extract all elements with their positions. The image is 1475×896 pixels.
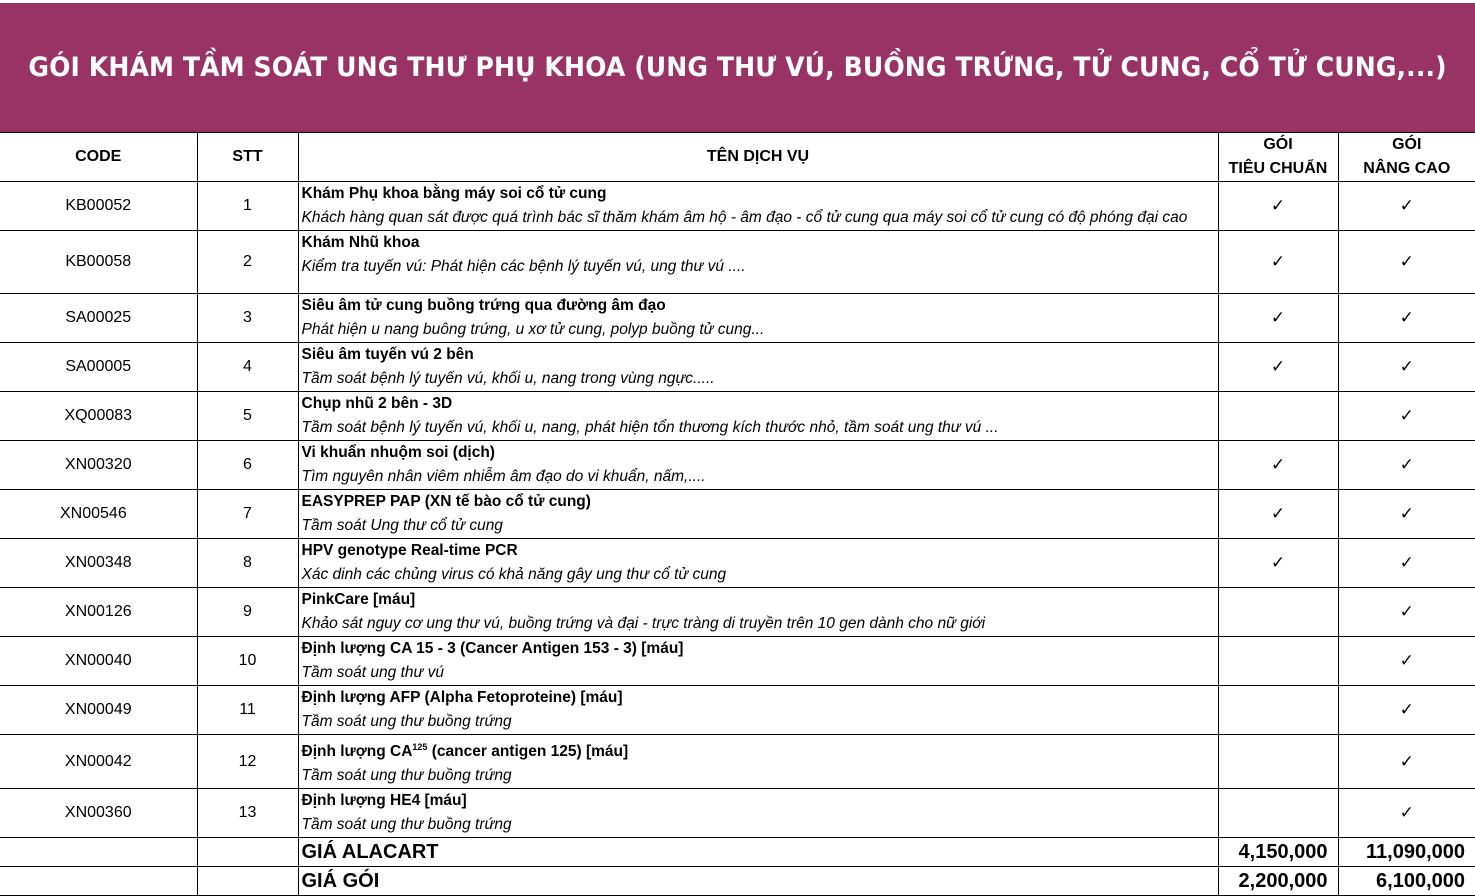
header-advanced-line1: GÓI [1339, 133, 1475, 157]
advanced-check: ✓ [1338, 539, 1475, 588]
table-row [0, 539, 1475, 588]
table-row [0, 182, 1475, 231]
standard-check: ✓ [1218, 441, 1338, 490]
page-title: GÓI KHÁM TẦM SOÁT UNG THƯ PHỤ KHOA (UNG THƯ VÚ, BUỒNG TRỨNG, TỬ CUNG, CỔ TỬ CUNG,...) [28, 52, 1446, 83]
row-service [298, 637, 1218, 686]
header-standard-line2: TIÊU CHUẨN [1219, 157, 1338, 181]
table-row [0, 686, 1475, 735]
service-desc: Tầm soát ung thư buồng trứng [302, 813, 1218, 837]
table-row [0, 231, 1475, 294]
row-stt: 9 [197, 588, 298, 637]
row-stt: 12 [197, 735, 298, 789]
advanced-check: ✓ [1338, 231, 1475, 294]
service-desc: Tầm soát ung thư buồng trứng [302, 764, 1218, 788]
empty-cell [197, 867, 298, 896]
service-title: EASYPREP PAP (XN tế bào cổ tử cung) [302, 490, 1218, 514]
service-desc: Tầm soát Ung thư cổ tử cung [302, 514, 1218, 538]
advanced-check: ✓ [1338, 637, 1475, 686]
row-stt: 13 [197, 789, 298, 838]
standard-check [1218, 392, 1338, 441]
row-stt: 1 [197, 182, 298, 231]
row-code: XN00348 [0, 539, 197, 588]
service-title: PinkCare [máu] [302, 588, 1218, 612]
service-desc: Khách hàng quan sát được quá trình bác sĩ thăm khám âm hộ - âm đạo - cổ tử cung qua máy soi cổ tử cung có độ phóng đại cao [302, 206, 1218, 230]
standard-check: ✓ [1218, 231, 1338, 294]
row-code: XN00320 [0, 441, 197, 490]
row-stt: 3 [197, 294, 298, 343]
service-title: Định lượng CA 15 - 3 (Cancer Antigen 153 - 3) [máu] [302, 637, 1218, 661]
service-desc: Tầm soát bệnh lý tuyến vú, khối u, nang, phát hiện tổn thương kích thước nhỏ, tầm soát ung thư vú ... [302, 416, 1218, 440]
header-standard [1218, 133, 1338, 182]
row-code: XQ00083 [0, 392, 197, 441]
standard-check [1218, 686, 1338, 735]
advanced-check: ✓ [1338, 686, 1475, 735]
row-code: SA00005 [0, 343, 197, 392]
service-desc: Kiểm tra tuyến vú: Phát hiện các bệnh lý tuyến vú, ung thư vú .... [302, 255, 1218, 279]
empty-cell [0, 867, 197, 896]
row-stt: 2 [197, 231, 298, 294]
row-service [298, 735, 1218, 789]
service-desc: Khảo sát nguy cơ ung thư vú, buồng trứng và đại - trực tràng di truyền trên 10 gen dành cho nữ giới [302, 612, 1218, 636]
advanced-check: ✓ [1338, 588, 1475, 637]
standard-check [1218, 588, 1338, 637]
table-row [0, 343, 1475, 392]
service-title: Vi khuẩn nhuộm soi (dịch) [302, 441, 1218, 465]
advanced-check: ✓ [1338, 441, 1475, 490]
row-code: XN00126 [0, 588, 197, 637]
row-stt: 11 [197, 686, 298, 735]
standard-check: ✓ [1218, 490, 1338, 539]
service-desc: Tầm soát ung thư buồng trứng [302, 710, 1218, 734]
standard-check [1218, 789, 1338, 838]
row-code: XN00042 [0, 735, 197, 789]
header-code: CODE [0, 133, 197, 182]
standard-check: ✓ [1218, 182, 1338, 231]
service-desc: Xác dinh các chủng virus có khả năng gây ung thư cổ tử cung [302, 563, 1218, 587]
row-code: XN00040 [0, 637, 197, 686]
service-title: Siêu âm tuyến vú 2 bên [302, 343, 1218, 367]
package-label: GIÁ GÓI [298, 867, 1218, 896]
standard-check [1218, 735, 1338, 789]
header-service: TÊN DỊCH VỤ [298, 133, 1218, 182]
service-title-prefix: Định lượng CA [302, 743, 413, 760]
service-title-superscript: 125 [412, 742, 427, 752]
advanced-check: ✓ [1338, 490, 1475, 539]
row-service [298, 490, 1218, 539]
service-title-suffix: (cancer antigen 125) [máu] [427, 743, 628, 760]
standard-check [1218, 637, 1338, 686]
row-service [298, 182, 1218, 231]
row-stt: 5 [197, 392, 298, 441]
standard-check: ✓ [1218, 539, 1338, 588]
standard-check: ✓ [1218, 343, 1338, 392]
row-service [298, 539, 1218, 588]
table-row [0, 789, 1475, 838]
service-title: Định lượng HE4 [máu] [302, 789, 1218, 813]
advanced-check: ✓ [1338, 294, 1475, 343]
alacart-standard-price: 4,150,000 [1218, 838, 1338, 867]
row-stt: 4 [197, 343, 298, 392]
service-title: Siêu âm tử cung buồng trứng qua đường âm đạo [302, 294, 1218, 318]
alacart-label: GIÁ ALACART [298, 838, 1218, 867]
row-service [298, 231, 1218, 294]
row-code: XN00360 [0, 789, 197, 838]
service-desc: Tìm nguyên nhân viêm nhiễm âm đạo do vi khuẩn, nấm,.... [302, 465, 1218, 489]
row-service [298, 294, 1218, 343]
table-row [0, 588, 1475, 637]
package-advanced-price: 6,100,000 [1338, 867, 1475, 896]
service-title: Khám Nhũ khoa [302, 231, 1218, 255]
empty-cell [0, 838, 197, 867]
header-stt: STT [197, 133, 298, 182]
row-service [298, 588, 1218, 637]
service-title [302, 735, 1218, 764]
alacart-advanced-price: 11,090,000 [1338, 838, 1475, 867]
header-advanced [1338, 133, 1475, 182]
title-banner [0, 3, 1475, 132]
package-price-row [0, 867, 1475, 896]
table-row [0, 392, 1475, 441]
table-row [0, 637, 1475, 686]
advanced-check: ✓ [1338, 343, 1475, 392]
header-standard-line1: GÓI [1219, 133, 1338, 157]
package-standard-price: 2,200,000 [1218, 867, 1338, 896]
empty-cell [197, 838, 298, 867]
row-service [298, 343, 1218, 392]
service-desc: Tầm soát bệnh lý tuyến vú, khối u, nang trong vùng ngực..... [302, 367, 1218, 391]
table-row [0, 490, 1475, 539]
alacart-price-row [0, 838, 1475, 867]
row-stt: 10 [197, 637, 298, 686]
row-code: XN00049 [0, 686, 197, 735]
service-title: Chụp nhũ 2 bên - 3D [302, 392, 1218, 416]
header-row [0, 133, 1475, 182]
advanced-check: ✓ [1338, 392, 1475, 441]
advanced-check: ✓ [1338, 789, 1475, 838]
row-code: KB00058 [0, 231, 197, 294]
table-row [0, 735, 1475, 789]
row-service [298, 686, 1218, 735]
row-stt: 6 [197, 441, 298, 490]
service-title: Định lượng AFP (Alpha Fetoproteine) [máu] [302, 686, 1218, 710]
standard-check: ✓ [1218, 294, 1338, 343]
advanced-check: ✓ [1338, 735, 1475, 789]
row-stt: 8 [197, 539, 298, 588]
advanced-check: ✓ [1338, 182, 1475, 231]
service-desc: Tầm soát ung thư vú [302, 661, 1218, 685]
service-title: HPV genotype Real-time PCR [302, 539, 1218, 563]
service-desc: Phát hiện u nang buông trứng, u xơ tử cung, polyp buồng tử cung... [302, 318, 1218, 342]
table-row [0, 294, 1475, 343]
row-service [298, 392, 1218, 441]
row-code: XN00546 [0, 490, 197, 539]
row-code: SA00025 [0, 294, 197, 343]
row-stt: 7 [197, 490, 298, 539]
service-table [0, 132, 1475, 896]
row-service [298, 441, 1218, 490]
header-advanced-line2: NÂNG CAO [1339, 157, 1475, 181]
service-title: Khám Phụ khoa bằng máy soi cổ tử cung [302, 182, 1218, 206]
row-code: KB00052 [0, 182, 197, 231]
table-row [0, 441, 1475, 490]
row-service [298, 789, 1218, 838]
